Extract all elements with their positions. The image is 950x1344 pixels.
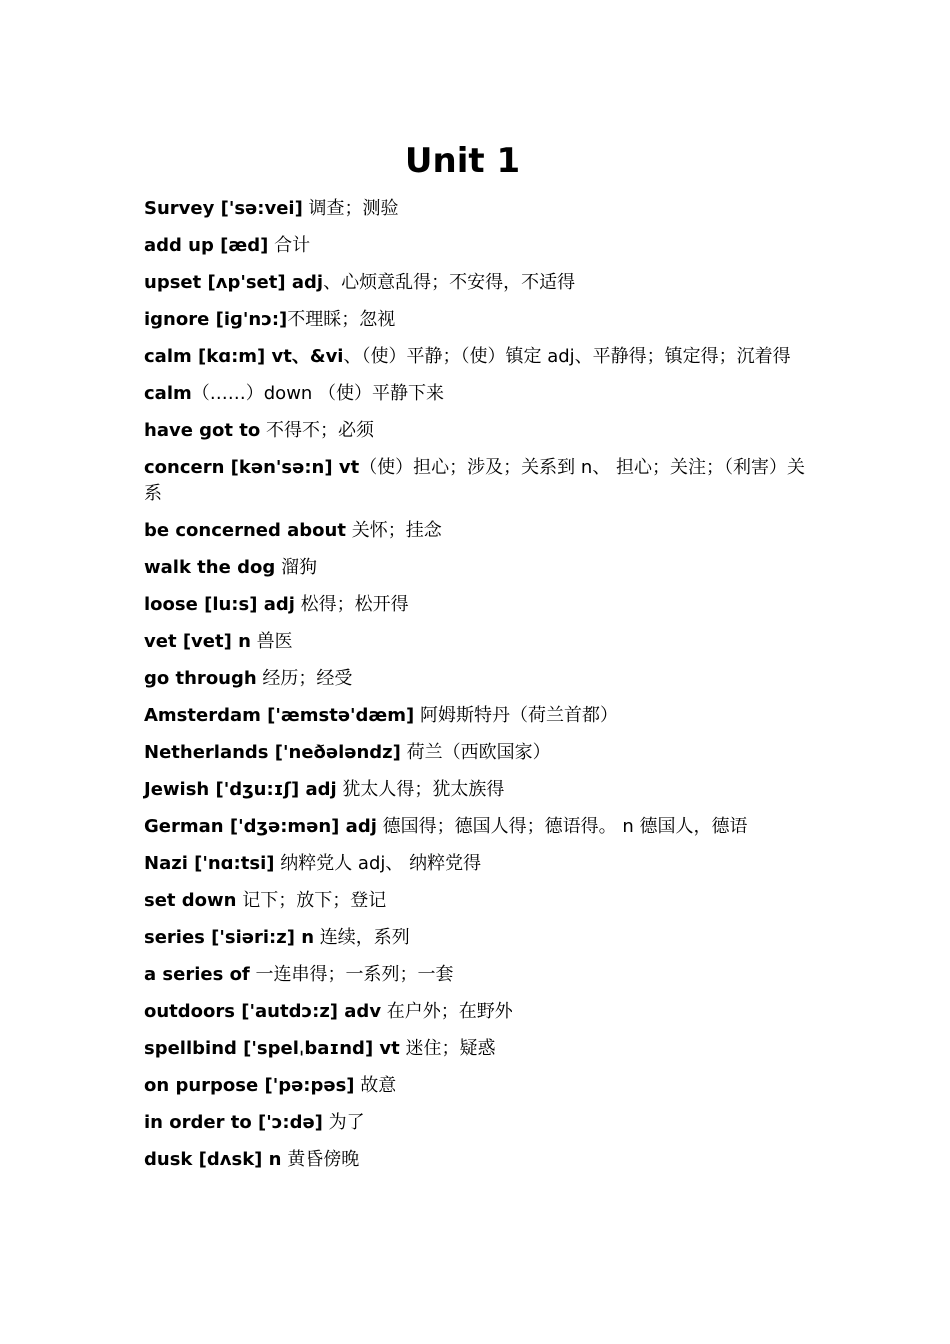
vocab-definition: 犹太人得；犹太族得 bbox=[336, 779, 505, 800]
vocab-term: outdoors ['autdɔ:z] adv bbox=[144, 1001, 382, 1022]
vocab-definition: 兽医 bbox=[250, 631, 293, 652]
vocab-entry bbox=[144, 666, 814, 692]
vocab-definition: 为了 bbox=[322, 1112, 365, 1133]
vocab-definition: 迷住；疑惑 bbox=[399, 1038, 496, 1059]
vocab-entry bbox=[144, 1147, 814, 1173]
vocab-term: German ['dʒə:mən] adj bbox=[144, 816, 377, 837]
vocab-definition: 不理睬；忽视 bbox=[287, 309, 396, 330]
vocab-entry bbox=[144, 307, 814, 333]
vocab-entry bbox=[144, 851, 814, 877]
vocab-term: Netherlands ['neðələndz] bbox=[144, 742, 401, 763]
vocab-term: walk the dog bbox=[144, 557, 276, 578]
vocab-entry bbox=[144, 925, 814, 951]
vocab-term: on purpose ['pə:pəs] bbox=[144, 1075, 355, 1096]
vocab-term: spellbind ['spelˌbaɪnd] vt bbox=[144, 1038, 400, 1059]
vocab-entry bbox=[144, 777, 814, 803]
vocab-term: calm bbox=[144, 383, 192, 404]
vocab-entry bbox=[144, 1073, 814, 1099]
vocab-entry bbox=[144, 888, 814, 914]
vocab-definition: （……）down （使）平静下来 bbox=[191, 383, 445, 404]
vocab-entry bbox=[144, 703, 814, 729]
vocab-definition: （使）担心；涉及；关系到 n、 担心；关注；（利害）关系 bbox=[144, 457, 806, 504]
vocab-definition: 阿姆斯特丹（荷兰首都） bbox=[414, 705, 618, 726]
vocab-entry bbox=[144, 418, 814, 444]
vocab-term: loose [lu:s] adj bbox=[144, 594, 295, 615]
vocab-term: a series of bbox=[144, 964, 250, 985]
vocab-entry bbox=[144, 740, 814, 766]
page-title: Unit 1 bbox=[404, 141, 521, 181]
vocab-entry bbox=[144, 814, 814, 840]
vocab-term: calm [kɑ:m] vt、&vi bbox=[144, 346, 344, 367]
vocab-term: Survey ['sə:vei] bbox=[144, 198, 303, 219]
vocab-term: vet [vet] n bbox=[144, 631, 251, 652]
vocab-term: set down bbox=[144, 890, 237, 911]
vocab-entry bbox=[144, 381, 814, 407]
vocab-term: Amsterdam ['æmstə'dæm] bbox=[144, 705, 415, 726]
vocab-entry bbox=[144, 233, 814, 259]
vocab-term: go through bbox=[144, 668, 257, 689]
vocab-entry bbox=[144, 1036, 814, 1062]
vocab-term: add up [æd] bbox=[144, 235, 269, 256]
vocab-definition: 关怀；挂念 bbox=[345, 520, 442, 541]
vocab-definition: 不得不；必须 bbox=[260, 420, 374, 441]
vocab-entry bbox=[144, 1110, 814, 1136]
vocab-definition: 调查；测验 bbox=[302, 198, 399, 219]
vocab-definition: 故意 bbox=[354, 1075, 397, 1096]
vocab-definition: 、（使）平静；（使）镇定 adj、平静得；镇定得；沉着得 bbox=[343, 346, 791, 367]
vocab-term: series ['siəri:z] n bbox=[144, 927, 315, 948]
vocab-definition: 纳粹党人 adj、 纳粹党得 bbox=[274, 853, 482, 874]
vocab-definition: 德国得；德国人得；德语得。 n 德国人，德语 bbox=[376, 816, 748, 837]
vocab-definition: 溜狗 bbox=[275, 557, 317, 578]
vocab-term: ignore [iɡ'nɔ:] bbox=[144, 309, 288, 330]
vocab-term: Nazi ['nɑ:tsi] bbox=[144, 853, 275, 874]
vocab-term: concern [kən'sə:n] vt bbox=[144, 457, 360, 478]
vocab-definition: 连续，系列 bbox=[314, 927, 410, 948]
vocab-definition: 经历；经受 bbox=[256, 668, 353, 689]
vocab-entry bbox=[144, 555, 814, 581]
vocab-term: upset [ʌp'set] adj bbox=[144, 272, 324, 293]
vocabulary-list bbox=[144, 196, 814, 1184]
vocab-entry bbox=[144, 629, 814, 655]
vocab-entry bbox=[144, 455, 814, 507]
vocab-entry bbox=[144, 518, 814, 544]
vocab-definition: 松得；松开得 bbox=[294, 594, 409, 615]
vocab-definition: 、心烦意乱得；不安得，不适得 bbox=[323, 272, 576, 293]
vocab-entry bbox=[144, 999, 814, 1025]
vocab-term: Jewish ['dʒu:ɪʃ] adj bbox=[144, 779, 337, 800]
vocab-definition: 合计 bbox=[268, 235, 311, 256]
vocab-entry bbox=[144, 344, 814, 370]
vocab-definition: 记下；放下；登记 bbox=[236, 890, 387, 911]
vocab-definition: 荷兰（西欧国家） bbox=[400, 742, 551, 763]
vocab-definition: 黄昏傍晚 bbox=[281, 1149, 360, 1170]
vocab-entry bbox=[144, 196, 814, 222]
vocab-definition: 一连串得；一系列；一套 bbox=[249, 964, 454, 985]
vocab-term: dusk [dʌsk] n bbox=[144, 1149, 282, 1170]
vocab-entry bbox=[144, 962, 814, 988]
vocab-term: have got to bbox=[144, 420, 261, 441]
vocab-entry bbox=[144, 270, 814, 296]
vocab-definition: 在户外；在野外 bbox=[381, 1001, 513, 1022]
vocab-entry bbox=[144, 592, 814, 618]
vocab-term: be concerned about bbox=[144, 520, 346, 541]
vocab-term: in order to ['ɔ:də] bbox=[144, 1112, 323, 1133]
